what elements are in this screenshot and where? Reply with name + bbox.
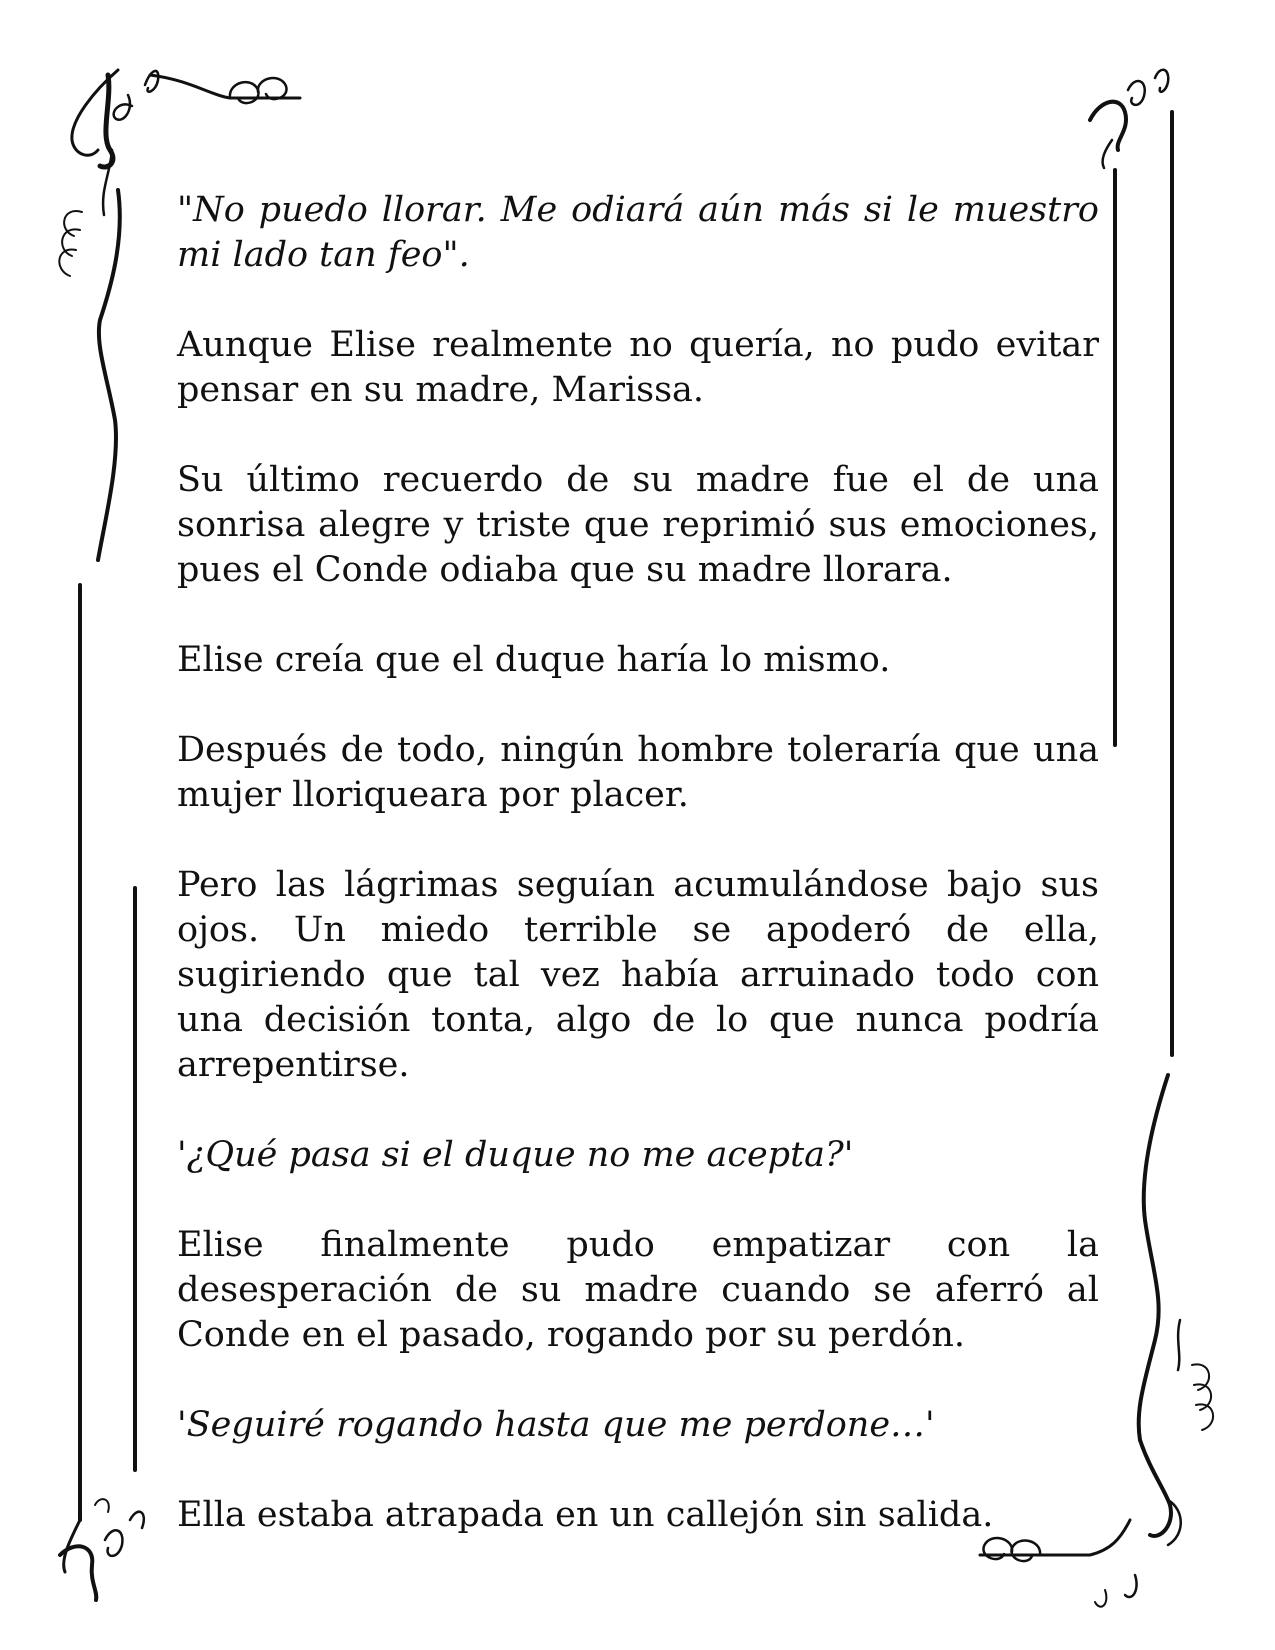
paragraph-quote-no-puedo-llorar: "No puedo llorar. Me odiará aún más si le muestro mi lado tan feo". <box>177 190 1099 275</box>
paragraph: Su último recuerdo de su madre fue el de una sonrisa alegre y triste que reprimió sus emociones, pues el Conde odiaba que su madre llorara. <box>177 460 1099 590</box>
paragraph-thought-que-pasa: '¿Qué pasa si el duque no me acepta?' <box>177 1135 854 1175</box>
paragraph: Después de todo, ningún hombre toleraría que una mujer lloriqueara por placer. <box>177 730 1099 815</box>
page-text <box>177 188 1099 1538</box>
paragraph-thought-seguire-rogando: 'Seguiré rogando hasta que me perdone…' <box>177 1405 935 1445</box>
top-right-flourish <box>1090 70 1168 168</box>
paragraph: Ella estaba atrapada en un callejón sin salida. <box>177 1495 994 1535</box>
bottom-left-flourish <box>60 1499 144 1600</box>
paragraph: Elise finalmente pudo empatizar con la desesperación de su madre cuando se aferró al Conde en el pasado, rogando por su perdón. <box>177 1225 1099 1355</box>
paragraph: Pero las lágrimas seguían acumulándose bajo sus ojos. Un miedo terrible se apoderó de ella, sugiriendo que tal vez había arruinado todo con una decisión tonta, algo de lo que nunca podría arrepentirse. <box>177 865 1099 1085</box>
paragraph: Aunque Elise realmente no quería, no pudo evitar pensar en su madre, Marissa. <box>177 325 1099 410</box>
paragraph: Elise creía que el duque haría lo mismo. <box>177 640 891 680</box>
